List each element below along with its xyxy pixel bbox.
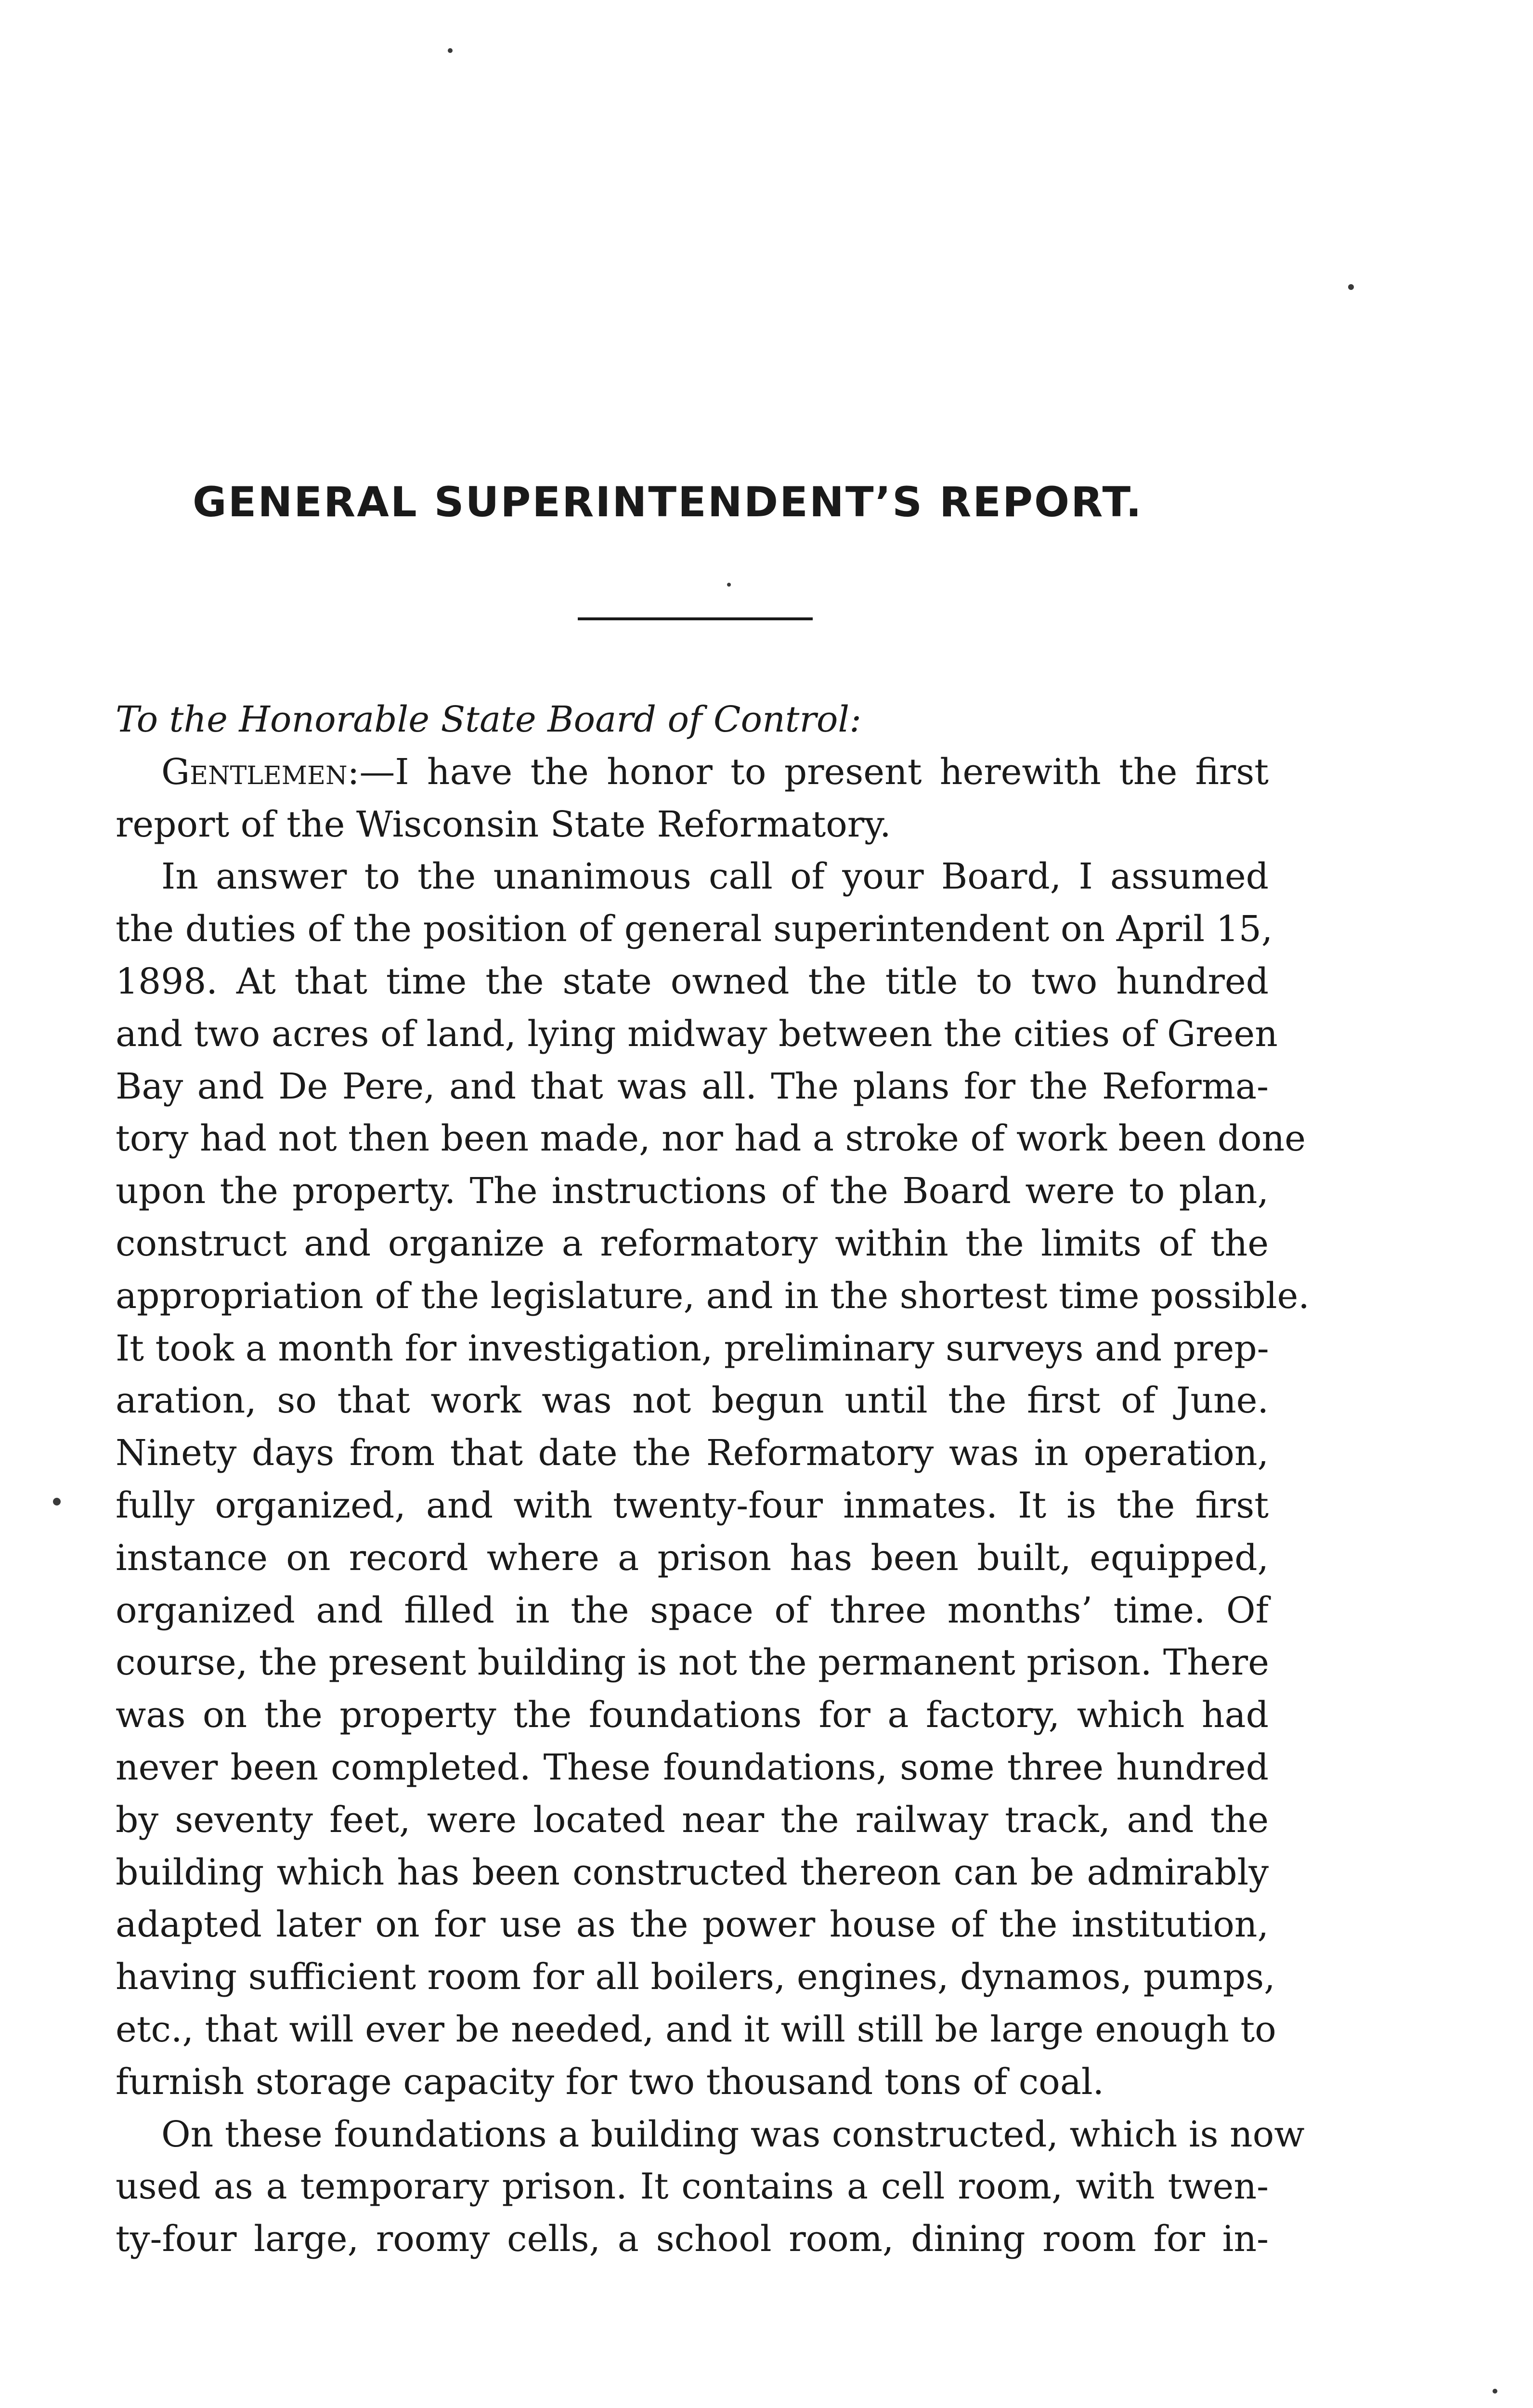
page-title: GENERAL SUPERINTENDENT’S REPORT. [193, 478, 1143, 526]
text-line: having sufficient room for all boilers, engines, dynamos, pumps, [116, 1956, 1275, 1998]
text-line: instance on record where a prison has been built, equipped, [116, 1537, 1269, 1579]
text-line: construct and organize a reformatory within the limits of the [116, 1222, 1269, 1264]
scan-speck [53, 1498, 61, 1505]
text-line: course, the present building is not the permanent prison. There [116, 1642, 1269, 1684]
scan-speck [1348, 284, 1354, 290]
title-rule [578, 617, 813, 620]
text-line: fully organized, and with twenty-four inmates. It is the first [116, 1484, 1269, 1526]
text-line: furnish storage capacity for two thousand tons of coal. [116, 2061, 1104, 2103]
text-line: organized and filled in the space of three months’ time. Of [116, 1589, 1269, 1631]
text-line: Ninety days from that date the Reformatory was in operation, [116, 1432, 1269, 1474]
text-line: used as a temporary prison. It contains a cell room, with twen- [116, 2166, 1269, 2208]
text-line: upon the property. The instructions of the Board were to plan, [116, 1170, 1269, 1212]
text-line: Bay and De Pere, and that was all. The plans for the Reforma- [116, 1065, 1269, 1107]
text-line: aration, so that work was not begun until the first of June. [116, 1380, 1269, 1422]
salutation: To the Honorable State Board of Control: [116, 699, 862, 740]
report-body [116, 694, 1310, 2265]
text-line: In answer to the unanimous call of your Board, I assumed [161, 856, 1269, 898]
greeting-rest: :—I have the honor to present herewith the first [347, 751, 1269, 793]
text-line: On these foundations a building was constructed, which is now [161, 2113, 1305, 2155]
text-line: never been completed. These foundations, some three hundred [116, 1746, 1269, 1788]
scan-speck [1493, 2389, 1497, 2394]
text-line: etc., that will ever be needed, and it will still be large enough to [116, 2008, 1276, 2050]
text-line: appropriation of the legislature, and in the shortest time possible. [116, 1275, 1310, 1317]
text-line: 1898. At that time the state owned the title to two hundred [116, 960, 1269, 1002]
greeting-word: Gentlemen [161, 751, 348, 793]
text-line: by seventy feet, were located near the railway track, and the [116, 1799, 1269, 1841]
text-line: the duties of the position of general superintendent on April 15, [116, 908, 1273, 950]
text-line: adapted later on for use as the power house of the institution, [116, 1904, 1269, 1946]
scan-speck [727, 583, 731, 587]
text-line: report of the Wisconsin State Reformatory. [116, 803, 891, 845]
text-line: building which has been constructed thereon can be admirably [116, 1851, 1269, 1893]
text-line: It took a month for investigation, preliminary surveys and prep- [116, 1327, 1269, 1369]
text-line: ty-four large, roomy cells, a school room, dining room for in- [116, 2218, 1269, 2260]
text-line: was on the property the foundations for a factory, which had [116, 1694, 1269, 1736]
text-line: and two acres of land, lying midway between the cities of Green [116, 1013, 1278, 1055]
text-line: tory had not then been made, nor had a stroke of work been done [116, 1118, 1306, 1160]
greeting-line [116, 746, 1269, 798]
scan-speck [448, 48, 453, 53]
